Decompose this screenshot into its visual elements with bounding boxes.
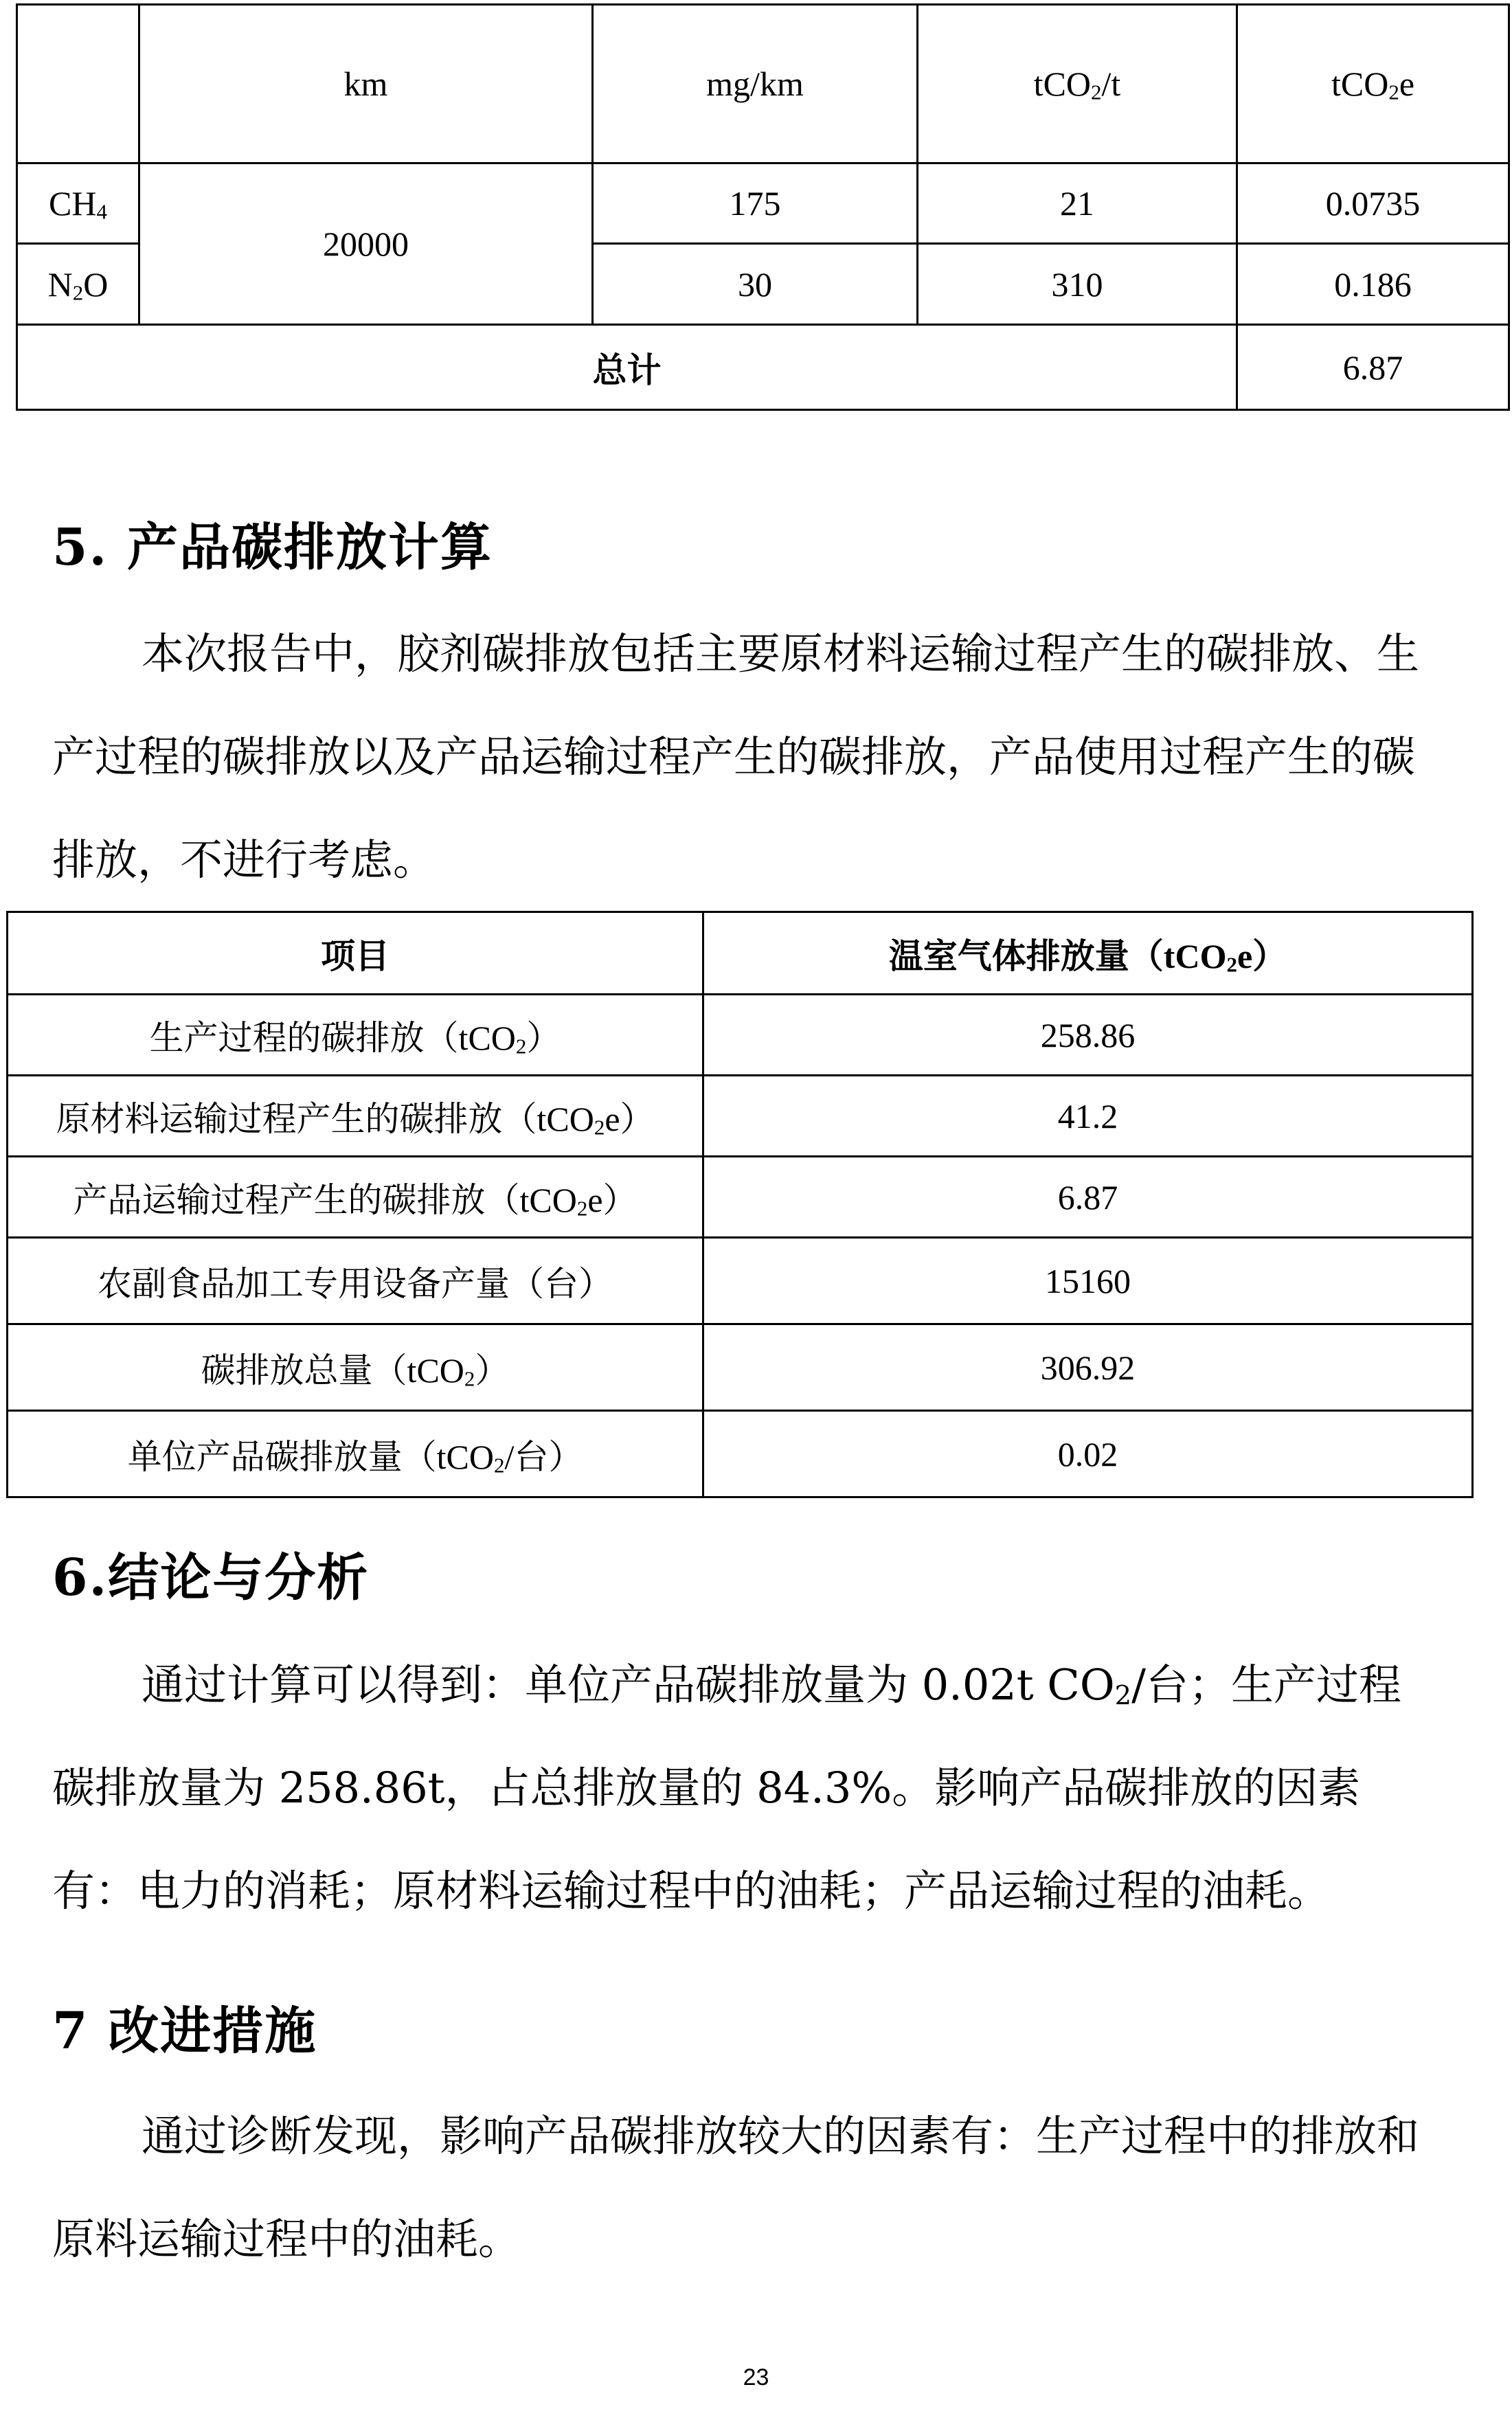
table-row: [8, 1157, 1473, 1238]
section5-paragraph: 本次报告中，胶剂碳排放包括主要原材料运输过程产生的碳排放、生产过程的碳排放以及产品运输过程产生的碳排放，产品使用过程产生的碳排放，不进行考虑。: [52, 629, 1420, 885]
gwp-value: 310: [918, 244, 1237, 325]
factor-value: 30: [593, 244, 918, 325]
factor-value: 175: [593, 163, 918, 244]
row-label: 农副食品加工专用设备产量（台）: [8, 1238, 703, 1324]
section7-paragraph: 通过诊断发现，影响产品碳排放较大的因素有：生产过程中的排放和原料运输过程中的油耗。: [52, 2111, 1420, 2264]
total-label: 总计: [17, 325, 1237, 410]
section7-heading: 7 改进措施: [52, 2002, 317, 2061]
transport-emission-table: [16, 3, 1510, 411]
row-label: 生产过程的碳排放（tCO$_2$）: [8, 995, 703, 1076]
gwp-value: 21: [918, 163, 1237, 244]
table1-unit-gwp: tCO$_2$/t: [918, 5, 1237, 163]
table1-empty-header: [17, 5, 139, 163]
emission-value: 0.186: [1237, 244, 1509, 325]
row-value: 258.86: [703, 995, 1473, 1076]
distance-value: 20000: [139, 163, 593, 325]
row-label: 单位产品碳排放量（tCO$_2$/台）: [8, 1411, 703, 1497]
table-row: [17, 163, 1509, 244]
table-row: [8, 1238, 1473, 1324]
row-label: 原材料运输过程产生的碳排放（tCO$_2$e）: [8, 1076, 703, 1157]
table-row: [8, 1076, 1473, 1157]
row-value: 15160: [703, 1238, 1473, 1324]
gas-name: $N_2O$: [17, 244, 139, 325]
carbon-summary-table: [6, 911, 1474, 1498]
total-value: 6.87: [1237, 325, 1509, 410]
row-value: 0.02: [703, 1411, 1473, 1497]
header-item: 项目: [8, 912, 703, 995]
table-row: [8, 1324, 1473, 1411]
row-label: 碳排放总量（tCO$_2$）: [8, 1324, 703, 1411]
row-value: 306.92: [703, 1324, 1473, 1411]
header-value: 温室气体排放量（tCO$_2$e）: [703, 912, 1473, 995]
table1-unit-factor: mg/km: [593, 5, 918, 163]
page-number: 23: [743, 2364, 769, 2390]
table1-unit-distance: km: [139, 5, 593, 163]
table-row: [8, 1411, 1473, 1497]
row-value: 6.87: [703, 1157, 1473, 1238]
section6-heading: 6.结论与分析: [52, 1548, 370, 1607]
emission-value: 0.0735: [1237, 163, 1509, 244]
row-label: 产品运输过程产生的碳排放（tCO$_2$e）: [8, 1157, 703, 1238]
table-header-row: [8, 912, 1473, 995]
table1-unit-emission: tCO$_2$e: [1237, 5, 1509, 163]
table-row-total: [17, 325, 1509, 410]
table-row: [8, 995, 1473, 1076]
section6-paragraph: 通过计算可以得到：单位产品碳排放量为 0.02t $CO_2/$台；生产过程碳排放量为 258.86t，占总排放量的 84.3%。影响产品碳排放的因素有：电力的消耗；原材料运输过程中的油耗；产品运输过程的油耗。: [52, 1660, 1401, 1916]
section5-heading: 5. 产品碳排放计算: [52, 518, 493, 577]
gas-name: $CH_4$: [17, 163, 139, 244]
row-value: 41.2: [703, 1076, 1473, 1157]
